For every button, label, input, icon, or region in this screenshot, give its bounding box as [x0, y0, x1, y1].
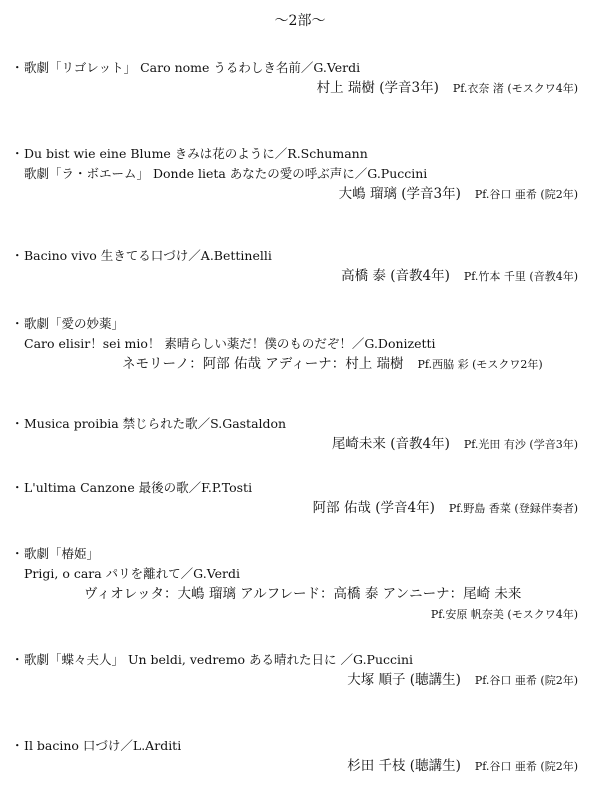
singer-name: 大嶋 瑠璃 (学音3年): [338, 186, 461, 202]
performer-line: [0, 604, 600, 624]
pianist-name: Pf.谷口 亜希 (院2年): [474, 760, 578, 773]
pianist-name: Pf.谷口 亜希 (院2年): [474, 674, 578, 687]
program-item: [0, 544, 600, 624]
performer-line: [0, 498, 600, 518]
role-cast: ヴィオレッタ：大嶋 瑠璃 アルフレード：高橋 泰 アンニーナ：尾崎 未来: [84, 586, 522, 602]
piece-title: ・L'ultima Canzone 最後の歌／F.P.Tosti: [11, 480, 253, 495]
performer-line: [0, 756, 600, 776]
piece-title: ・Musica proibia 禁じられた歌／S.Gastaldon: [11, 416, 287, 431]
piece-title: Caro elisir！sei mio！ 素晴らしい薬だ！僕のものだぞ！／G.Donizetti: [24, 336, 436, 351]
pianist-name: Pf.谷口 亜希 (院2年): [474, 188, 578, 201]
program-item: [0, 478, 600, 518]
performer-line: [0, 670, 600, 690]
piece-title: ・歌劇「愛の妙薬」: [11, 316, 125, 331]
piece-title: ・Il bacino 口づけ／L.Arditi: [11, 738, 182, 753]
piece-title: ・Bacino vivo 生きてる口づけ／A.Bettinelli: [11, 248, 272, 263]
singer-name: 阿部 佑哉 (学音4年): [312, 500, 435, 516]
singer-name: 大塚 順子 (聴講生): [347, 672, 461, 688]
program-item: [0, 58, 600, 98]
piece-title: ・歌劇「椿姫」: [11, 546, 100, 561]
singer-name: 杉田 千枝 (聴講生): [347, 758, 461, 774]
pianist-name: Pf.竹本 千里 (音教4年): [463, 270, 578, 283]
program-item: [0, 144, 600, 204]
program-item: [0, 246, 600, 286]
role-cast: ネモリーノ：阿部 佑哉 アディーナ：村上 瑞樹: [122, 356, 404, 372]
roles-line: [0, 584, 600, 604]
pianist-name: Pf.光田 有沙 (学音3年): [463, 438, 578, 451]
performer-line: [0, 78, 600, 98]
piece-title: ・歌劇「リゴレット」 Caro nome うるわしき名前／G.Verdi: [11, 60, 361, 75]
pianist-name: Pf.野島 香菜 (登録伴奏者): [448, 502, 578, 515]
program-item: [0, 736, 600, 776]
pianist-name: Pf.衣奈 渚 (モスクワ4年): [452, 82, 578, 95]
program-item: [0, 650, 600, 690]
performer-line: [0, 434, 600, 454]
section-heading: ～2部～: [274, 13, 326, 29]
pianist-name: Pf.西脇 彩 (モスクワ2年): [417, 358, 543, 371]
piece-title: 歌劇「ラ・ボエーム」 Donde lieta あなたの愛の呼ぶ声に／G.Puccini: [24, 166, 428, 181]
piece-title: ・Du bist wie eine Blume きみは花のように／R.Schumann: [11, 146, 368, 161]
performer-line: [0, 184, 600, 204]
program-item: [0, 414, 600, 454]
piece-title: Prigi, o cara パリを離れて／G.Verdi: [24, 566, 240, 581]
program-item: [0, 314, 600, 374]
performer-line: [0, 266, 600, 286]
pianist-name: Pf.安原 帆奈美 (モスクワ4年): [430, 608, 578, 621]
singer-name: 尾崎未来 (音教4年): [331, 436, 450, 452]
singer-name: 村上 瑞樹 (学音3年): [316, 80, 439, 96]
singer-name: 高橋 泰 (音教4年): [341, 268, 450, 284]
roles-line: [0, 354, 600, 374]
piece-title: ・歌劇「蝶々夫人」 Un beldi, vedremo ある晴れた日に ／G.Puccini: [11, 652, 414, 667]
